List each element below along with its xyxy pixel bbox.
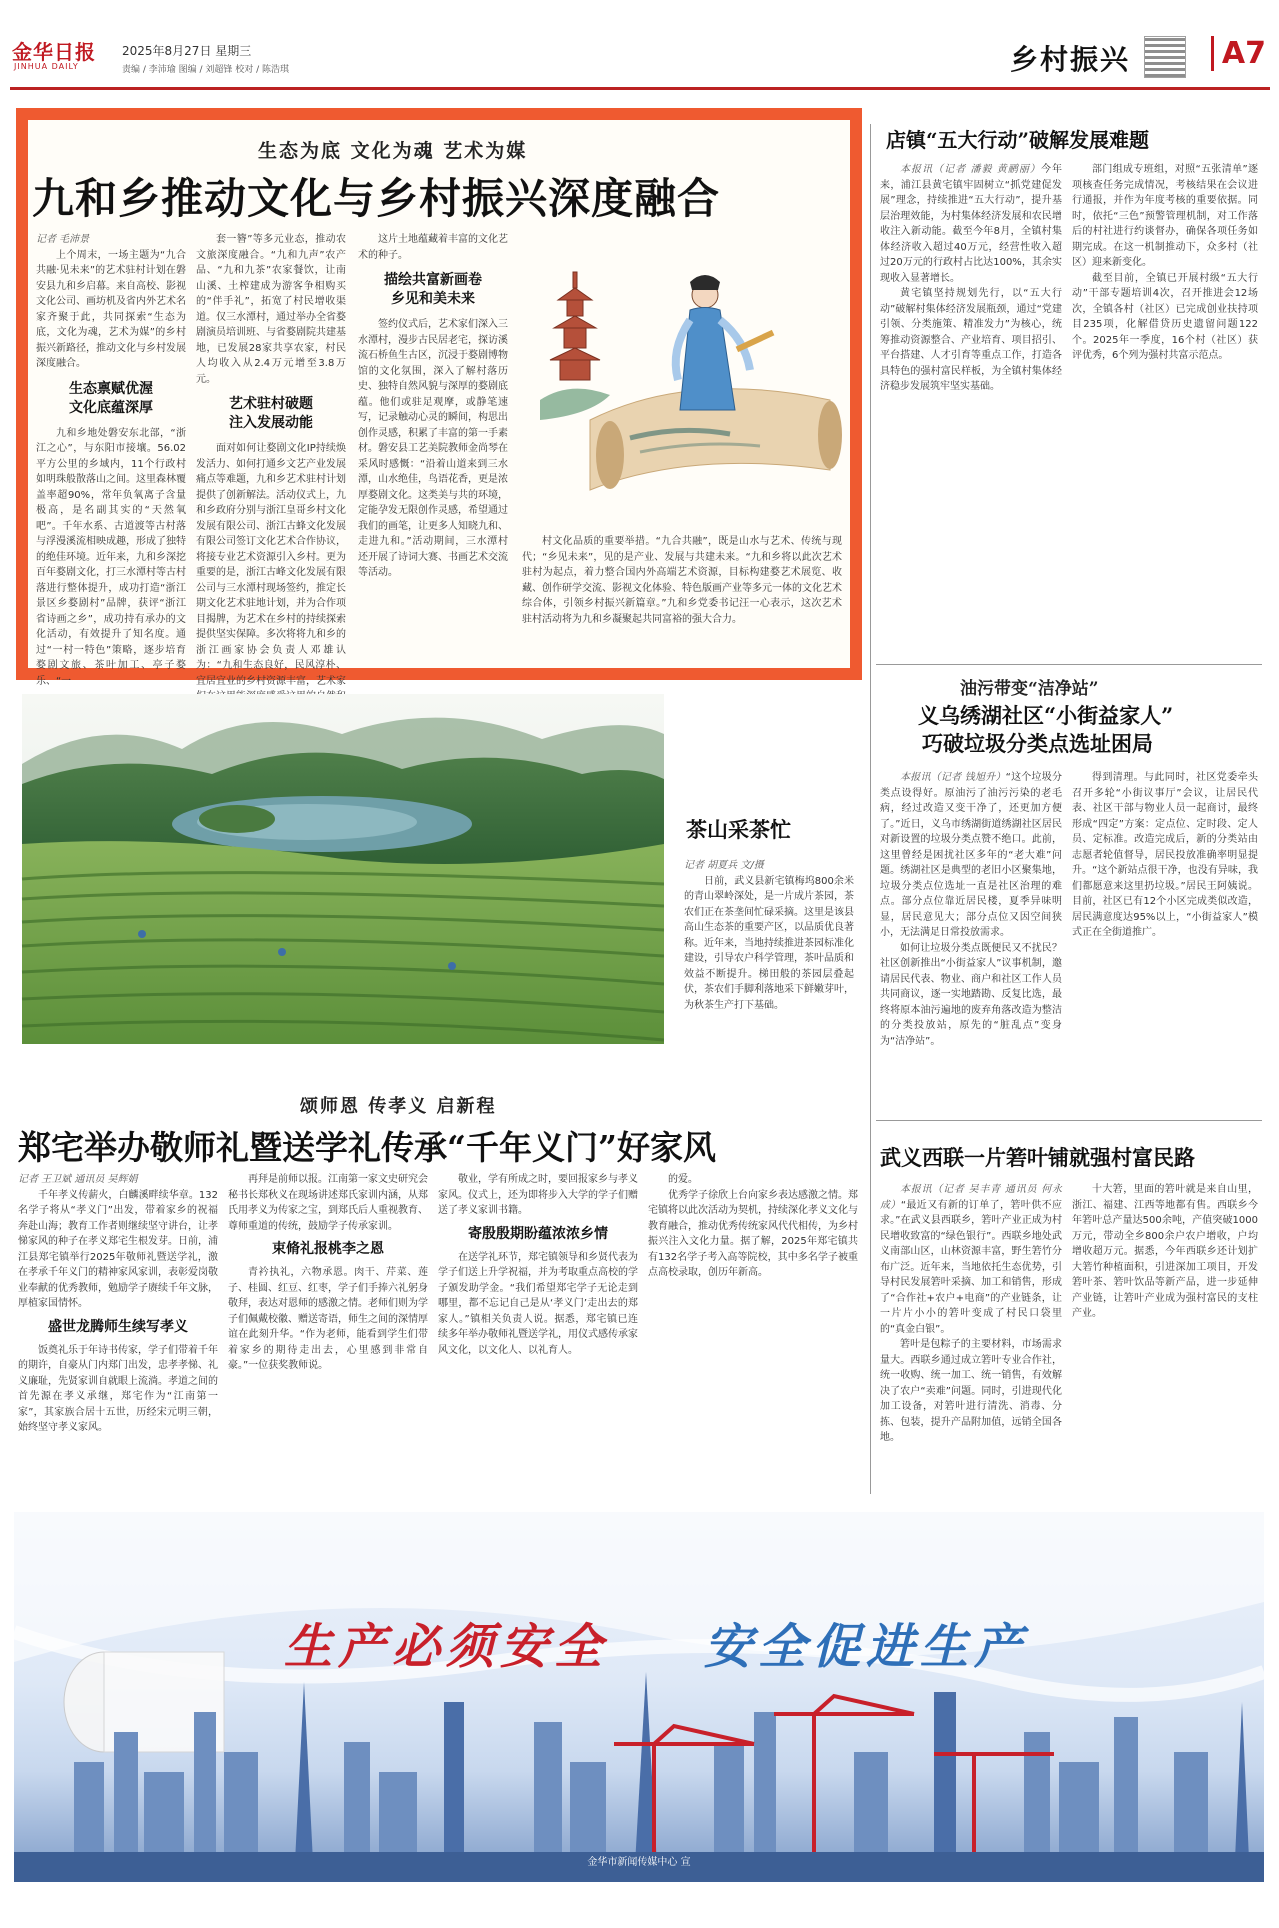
right-top-paragraph: 部门组成专班组，对照“五张清单”逐项核查任务完成情况，考核结果在会议进行通报，并作为年度考核的重要依据。同时，依托“三色”预警管理机制，对工作落后的村社进行约谈督办，确保各项任务如期完成。在这一机制推动下，众多村（社区）迎来新变化。 <box>1072 164 1258 268</box>
right-top-paragraph: 截至目前，全镇已开展村级“五大行动”干部专题培训4次，召开推进会12场次，全镇各村（社区）已完成创业扶持项目235项，化解借贷历史遗留问题122个。2025年一季度，16个村（社区）获评优秀，6个列为强村共富示范点。 <box>1072 272 1258 361</box>
yiwu-paragraph: 如何让垃圾分类点既便民又不扰民？社区创新推出“小街益家人”议事机制，邀请居民代表、物业、商户和社区工作人员共同商议，逐一实地踏勘、反复比选，最终将原本油污遍地的废弃角落改造为整洁的分类投放站，原先的“脏乱点”变身为“洁净站”。 <box>880 942 1062 1047</box>
lead-paragraph: 面对如何让婺剧文化IP持续焕发活力、如何打通乡文艺产业发展痛点等难题，九和乡艺术驻村计划提供了创新解法。活动仪式上，九和乡政府分别与浙江皇哥乡村文化发展有限公司、浙江古蜂文化发展有限公司签订文化艺术合作协议，将接专业艺术资源引入乡村。更为重要的是，浙江古峰文化发展有限公司与三水潭村现场签约，推定长期文化艺术驻地计划，并为合作项目揭牌，为艺术在乡村的持续探索提供坚实保障。多次将将九和乡的浙江画家协会负责人邓雄认为：“九和生态良好，民风淳朴、宜居宜业的乡村资源丰富，艺术家 <box>196 443 346 687</box>
page-number: A7 <box>1211 36 1266 71</box>
zhengzhai-headline: 郑宅举办敬师礼暨送学礼传承“千年义门”好家风 <box>18 1128 716 1167</box>
lead-paragraph: 上个周末，一场主题为“九合共融·见未来”的艺术驻村计划在磐安县九和乡启幕。来自高校、影视文化公司、画坊机及省内外艺术名家齐聚于此，共同探索“生态为底，文化为魂，艺术为媒”的乡村振兴新路径，推动文化与乡村发展深度融合。 <box>36 249 186 369</box>
column-divider <box>870 124 871 1494</box>
yiwu-column-1 <box>880 770 1062 1114</box>
right-top-column-2 <box>1072 162 1258 657</box>
zhengzhai-paragraph: 千年孝义传薪火，白麟溪畔续华章。132名学子将从“孝义门”出发，带着家乡的祝福奔赴山海；教育工作者则继续坚守讲台，让孝悌家风的种子在孝义郑宅生根发芽。日前，浦江县郑宅镇举行2025年敬师礼暨送学礼，激在孝承千年义门的精神家风家训，表彰爱岗敬业奉献的优秀教师，勉励学子赓续千年文脉，厚植家国情怀。 <box>18 1189 218 1309</box>
lead-paragraph: 九和乡地处磐安东北部，“浙江之心”，与东阳市接壤。56.02平方公里的乡域内，11个行政村如明珠般散落山之间。这里森林覆盖率超90%，常年负氧离子含量极高，是名副其实的“天然氧吧”。千年水系、古道渡等古村落与浮漫溪流相映成趣，形成了独特的绝佳环境。近年来，九和乡深挖百年婺剧文化，打三水潭村等古村落进行整体提升，成功打造“浙江景区乡婺剧村”品牌，获评“浙江省诗画之乡”，成功持有承办的文化活动，有效提升了知名度。通过“一村一特色”策略，逐步培育婺剧文旅、茶叶加工、亭子婺乐、“一 <box>36 427 186 687</box>
lead-subhead-1: 生态禀赋优渥 文化底蕴深厚 <box>69 380 153 416</box>
wuyi-byline: 本报讯（记者 吴丰青 通讯员 何永成） <box>880 1184 1062 1211</box>
city-skyline-illustration <box>14 1512 1264 1882</box>
zhengzhai-paragraph: 再拜是前师以报。江南第一家文史研究会秘书长郑秋义在现场讲述郑氏家训内涵，从郑氏用孝义为传家之宝，到郑氏后人重视教育、尊师重道的传统，鼓励学子传承家训。 <box>228 1174 428 1232</box>
yiwu-column-2 <box>1072 770 1258 1114</box>
editorial-staff: 责编 / 李沛瑜 图编 / 刘超锋 校对 / 陈浩琪 <box>122 65 289 75</box>
zhengzhai-column-4 <box>648 1172 858 1490</box>
wuyi-paragraph: 十大箬，里面的箬叶就是来自山里，浙江、福建、江西等地都有售。西联乡今年箬叶总产量达500余吨，产值突破1000万元，带动全乡800余户农户增收，户均增收超万元。据悉，今年西联乡还计划扩大箬竹种植面积，引进深加工项目，开发箬叶茶、箬叶饮品等新产品，进一步延伸产业链，让箬叶产业成为强村富民的支柱产业。 <box>1072 1184 1258 1319</box>
lead-paragraph: 签约仪式后，艺术家们深入三水潭村，漫步古民居老宅，探访溪流石桥鱼生古区，沉浸于婺剧博物馆的文化氛围，深入了解村落历史、独特自然风貌与深厚的婺剧底蕴。他们或驻足观摩，或静笔速写，记录触动心灵的瞬间，构思出创作灵感，积累了丰富的第一手素材。磐安县工艺美院教师金尚琴在采风时感慨：“沿着山道来到三水潭，山水绝佳，鸟语花香，更是浓厚婺剧文化。这类美与共的环境，定能孕发无限创作灵感，希望通过我们的画笔，让更多人知晓九和、走进九和。”活动期间，三水潭村还开展了诗词大赛、书画艺术交流等活动。 <box>358 319 508 578</box>
zhengzhai-paragraph: 在送学礼环节，郑宅镇领导和乡贤代表为学子们送上升学祝福，并为考取重点高校的学子颁发助学金。“我们希望郑宅学子无论走到哪里，都不忘记自己是从‘孝义门’走出去的郑家人。”镇相关负责人说。据悉，郑宅镇已连续多年举办敬师礼暨送学礼，用仪式感传承家风文化，以文化人、以礼育人。 <box>438 1251 638 1356</box>
masthead <box>10 34 1270 90</box>
lead-byline: 记者 毛沛景 <box>36 234 90 245</box>
lead-paragraph: 套一簪”等多元业态，推动农文旅深度融合。“九和九声”农产品、“九和九茶”农家餐饮，让南山溪、土榨建成为游客争相购买的“伴手礼”，拓宽了村民增收渠道。仅三水潭村，通过举办全省婺剧演员培训班、与省婺剧院共建基地，已发展28家共享农家，村民人均收入从2.4万元增至3.8万元。 <box>196 234 346 385</box>
lead-column-3 <box>358 232 508 662</box>
right-top-paragraph: 黄宅镇坚持规划先行，以“五大行动”破解村集体经济发展瓶颈，通过“党建引领、分类施策、精准发力”为核心，统筹推动资源整合、产业培育、项目招引、平台搭建、人才引育等重点工作，打造各具特色的强村富民样板，为全镇村集体经济稳步发展筑牢坚实基础。 <box>880 288 1062 392</box>
section-title: 乡村振兴 <box>1009 43 1130 76</box>
issue-date: 2025年8月27日 星期三 <box>122 44 252 58</box>
tea-byline: 记者 胡夏兵 文/摄 <box>684 860 764 871</box>
zhengzhai-subhead-1: 盛世龙腾师生续写孝义 <box>48 1318 188 1335</box>
yiwu-paragraph: “这个垃圾分类点设得好。原油污了油污污染的老毛病，经过改造又变干净了，还更加方便了。”近日，义乌市绣湖街道绣湖社区居民对新设置的垃圾分类点赞不绝口。此前，这里曾经是困扰社区多年的“老大难”问题。绣湖社区是典型的老旧小区聚集地，垃圾分类点位选址一直是社区治理的难点。部分点位靠近居民楼，夏季异味明显，居民意见大；部分点位又因空间狭小，无法满足日常投放需求。 <box>880 772 1062 938</box>
lead-paragraph: 这片土地蕴藏着丰富的文化艺术的种子。 <box>358 234 508 261</box>
lead-column-1 <box>36 232 186 687</box>
lead-column-2 <box>196 232 346 687</box>
banner-slogan-right: 安全促进生产 <box>704 1619 1029 1675</box>
zhengzhai-subhead-3: 寄殷殷期盼蕴浓浓乡情 <box>468 1225 608 1242</box>
yiwu-headline-1: 义乌绣湖社区“小街益家人” <box>918 703 1174 728</box>
qr-code-icon[interactable] <box>1144 36 1186 78</box>
lead-column-4 <box>522 534 842 664</box>
yiwu-kicker: 油污带变“洁净站” <box>960 679 1099 699</box>
divider <box>876 664 1262 665</box>
zhengzhai-subhead-2: 束脩礼报桃李之恩 <box>272 1241 384 1257</box>
tea-headline: 茶山采茶忙 <box>686 817 791 842</box>
right-top-byline: 本报讯（记者 潘毅 黄鹂丽） <box>900 164 1041 175</box>
wuyi-paragraph: 箬叶是包粽子的主要材料，市场需求量大。西联乡通过成立箬叶专业合作社，统一收购、统一加工、统一销售，有效解决了农户“卖难”问题。同时，引进现代化加工设备，对箬叶进行清洗、消毒、分拣、包装，提升产品附加值，远销全国各地。 <box>880 1339 1062 1443</box>
lead-paragraph: 村文化品质的重要举措。“九合共融”，既是山水与艺术、传统与现代；“乡见未来”，见的是产业、发展与共建未来。“九和乡将以此次艺术驻村为起点，着力整合国内外高端艺术资源，目标构建婺艺术展览、收藏、创作研学交流、影视文化体验、特色版画产业等多元一体的文化艺术综合体，引领乡村振兴新篇章。”九和乡党委书记汪一心表示，这次艺术驻村活动将为九和乡凝聚起共同富裕的强大合力。 <box>522 536 842 625</box>
scroll-illustration <box>530 220 850 530</box>
lead-kicker: 生态为底 文化为魂 艺术为媒 <box>258 140 528 162</box>
yiwu-headline-2: 巧破垃圾分类点选址困局 <box>922 731 1153 756</box>
banner-slogan-left: 生产必须安全 <box>284 1619 609 1675</box>
zhengzhai-paragraph: 饭奠礼乐于年诗书传家，学子们带着千年的期许，自豪从门内郑门出发，忠孝孝悌、礼义廉耻，先贤家训自就眼上流淌。孝道之间的首先源在孝义承继，郑宅作为“江南第一家”，其家族合居十五世，历经宋元明三朝，始终坚守孝义家风。 <box>18 1344 218 1433</box>
yiwu-paragraph: 得到清理。与此同时，社区党委牵头召开多轮“小街议事厅”会议，让居民代表、社区干部与物业人员一起商讨，最终形成“四定”方案：定点位、定时段、定人员、定标准。改造完成后，新的分类站由志愿者轮值督导，居民投放准确率明显提升。“这个新站点很干净，也没有异味，我们都愿意来这里扔垃圾。”居民王阿姨说。目前，社区已有12个小区完成类似改造，居民满意度达95%以上，“小街益家人”模式正在全街道推广。 <box>1072 772 1258 938</box>
zhengzhai-column-1 <box>18 1172 218 1490</box>
wuyi-column-1 <box>880 1182 1062 1492</box>
zhengzhai-paragraph: 的爱。 <box>668 1174 698 1185</box>
newspaper-logo: 金华日报 <box>12 40 96 64</box>
zhengzhai-paragraph: 青衿执礼，六物承恩。肉干、芹菜、莲子、桂圆、红豆、红枣，学子们手捧六礼躬身敬拜，表达对恩师的感激之情。老师们则为学子们佩戴校徽、赠送寄语，师生之间的深情厚谊在此刻升华。“作为老师，能看到学生们带着家乡的期待走出去，心里感到非常自豪。”一位获奖教师说。 <box>228 1267 428 1371</box>
zhengzhai-column-3 <box>438 1172 638 1490</box>
lead-article <box>16 108 862 687</box>
zhengzhai-paragraph: 敬业，学有所成之时，要回报家乡与孝义家风。仪式上，还为即将步入大学的学子们赠送了孝义家训书籍。 <box>438 1174 638 1216</box>
yiwu-byline: 本报讯（记者 钱旭升） <box>900 772 1006 783</box>
lead-subhead-3: 描绘共富新画卷 乡见和美未来 <box>384 272 482 307</box>
right-top-paragraph: 今年来，浦江县黄宅镇牢固树立“抓党建促发展”理念，持续推进“五大行动”，提升基层治理效能，为村集体经济发展和农民增收注入新动能。截至今年8月，全镇村集体经济收入超过40万元，经营性收入超过20万元的行政村占比达100%，其余实现收入显著增长。 <box>880 164 1063 284</box>
zhengzhai-byline: 记者 王卫斌 通讯员 吴辉娟 <box>18 1174 138 1185</box>
zhengzhai-paragraph: 优秀学子徐欣上台向家乡表达感激之情。郑宅镇将以此次活动为契机，持续深化孝义文化与教育融合，推动优秀传统家风代代相传，为乡村振兴注入文化力量。据了解，2025年郑宅镇共有132名学子考入高等院校，其中多名学子被重点高校录取，创历年新高。 <box>648 1189 858 1278</box>
divider <box>876 1120 1262 1121</box>
newspaper-logo-sub: JINHUA DAILY <box>14 62 79 71</box>
zhengzhai-kicker: 颂师恩 传孝义 启新程 <box>300 1096 497 1117</box>
wuyi-headline: 武义西联一片箬叶铺就强村富民路 <box>880 1145 1195 1170</box>
banner-credit: 金华市新闻传媒中心 宣 <box>587 1857 691 1868</box>
zhengzhai-column-2 <box>228 1172 428 1490</box>
wuyi-column-2 <box>1072 1182 1258 1492</box>
lead-headline: 九和乡推动文化与乡村振兴深度融合 <box>32 174 721 223</box>
safety-banner-ad <box>14 1512 1264 1882</box>
tea-paragraph: 日前，武义县新宅镇梅坞800余米的青山翠岭深处，是一片成片茶园，茶农们正在茶垄间忙碌采摘。这里是该县高山生态茶的重要产区，以品质优良著称。近年来，当地持续推进茶园标准化建设，引导农户科学管理，茶叶品质和效益不断提升。梯田般的茶园层叠起伏，茶农们手脚利落地采下鲜嫩芽叶，为秋茶生产打下基础。 <box>684 875 854 1011</box>
tea-garden-photo <box>22 694 664 1044</box>
right-top-column-1 <box>880 162 1062 657</box>
right-top-headline: 店镇“五大行动”破解发展难题 <box>886 128 1150 152</box>
tea-caption-box <box>664 694 864 1044</box>
tea-caption <box>684 858 854 1038</box>
wuyi-paragraph: “最近又有新的订单了，箬叶供不应求。”在武义县西联乡，箬叶产业正成为村民增收致富的“绿色银行”。西联乡地处武义南部山区，山林资源丰富，野生箬竹分布广泛。近年来，当地依托生态优势，引导村民发展箬叶采摘、加工和销售，形成了“合作社+农户+电商”的产业链条，让一片片小小的箬叶变成了村民口袋里的“真金白银”。 <box>880 1199 1063 1335</box>
lead-subhead-2: 艺术驻村破题 注入发展动能 <box>229 396 313 431</box>
